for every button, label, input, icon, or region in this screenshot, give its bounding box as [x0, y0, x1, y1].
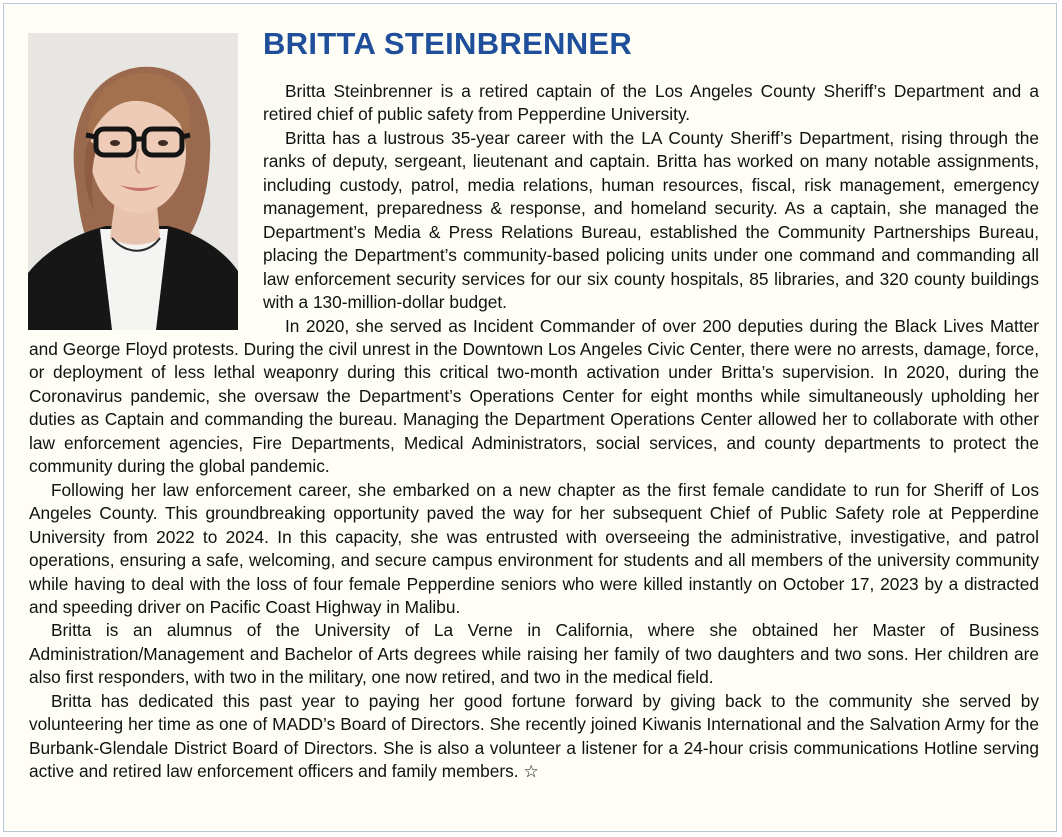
bio-paragraph: Britta is an alumnus of the University of La Verne in California, where she obtained her Master of Business Administration/Management and Bachelor of Arts degrees while raising her family of two daughters and two sons. Her children are also first responders, with two in the military, one now retired, and two in the medical field.	[29, 620, 1039, 688]
bio-paragraph-last	[29, 690, 1039, 784]
bio-card	[3, 3, 1057, 832]
bio-paragraph: In 2020, she served as Incident Commander of over 200 deputies during the Black Lives Matter and George Floyd protests. During the civil unrest in the Downtown Los Angeles Civic Center, there were no arrests, damage, force, or deployment of less lethal weaponry during this critical two-month activation under Britta’s supervision. In 2020, during the Coronavirus pandemic, she oversaw the Department’s Operations Center for eight months while simultaneously upholding her duties as Captain and commanding the bureau. Managing the Department Operations Center allowed her to collaborate with other law enforcement agencies, Fire Departments, Medical Administrators, social services, and county departments to protect the community during the global pandemic.	[29, 315, 1039, 477]
bio-paragraph: Following her law enforcement career, she embarked on a new chapter as the first female candidate to run for Sheriff of Los Angeles County. This groundbreaking opportunity paved the way for her subsequent Chief of Public Safety role at Pepperdine University from 2022 to 2024. In this capacity, she was entrusted with overseeing the administrative, investigative, and patrol operations, ensuring a safe, welcoming, and secure campus environment for students and all members of the university community while having to deal with the loss of four female Pepperdine seniors who were killed instantly on October 17, 2023 by a distracted and speeding driver on Pacific Coast Highway in Malibu.	[29, 479, 1039, 617]
photo-wrap-spacer	[29, 80, 263, 334]
bio-paragraph-text: Britta has dedicated this past year to paying her good fortune forward by giving back to the community she served by volunteering her time as one of MADD’s Board of Directors. She recently joined Kiwanis International and the Salvation Army for the Burbank-Glendale District Board of Directors. She is also a volunteer a listener for a 24-hour crisis communications Hotline serving active and retired law enforcement officers and family members.	[29, 690, 1039, 782]
bio-text	[29, 80, 1039, 784]
bio-paragraph: Britta has a lustrous 35-year career with the LA County Sheriff’s Department, rising through the ranks of deputy, sergeant, lieutenant and captain. Britta has worked on many notable assignments, including custody, patrol, media relations, human resources, fiscal, risk management, emergency management, preparedness & response, and homeland security. As a captain, she managed the Department’s Media & Press Relations Bureau, established the Community Partnerships Bureau, placing the Department’s community-based policing units under one command and commanding all law enforcement security services for our six county hospitals, 85 libraries, and 320 county buildings with a 130-million-dollar budget.	[263, 127, 1039, 313]
star-icon: ☆	[523, 761, 539, 782]
page-title: BRITTA STEINBRENNER	[263, 26, 633, 61]
bio-paragraph: Britta Steinbrenner is a retired captain of the Los Angeles County Sheriff’s Department and a retired chief of public safety from Pepperdine University.	[263, 81, 1039, 125]
